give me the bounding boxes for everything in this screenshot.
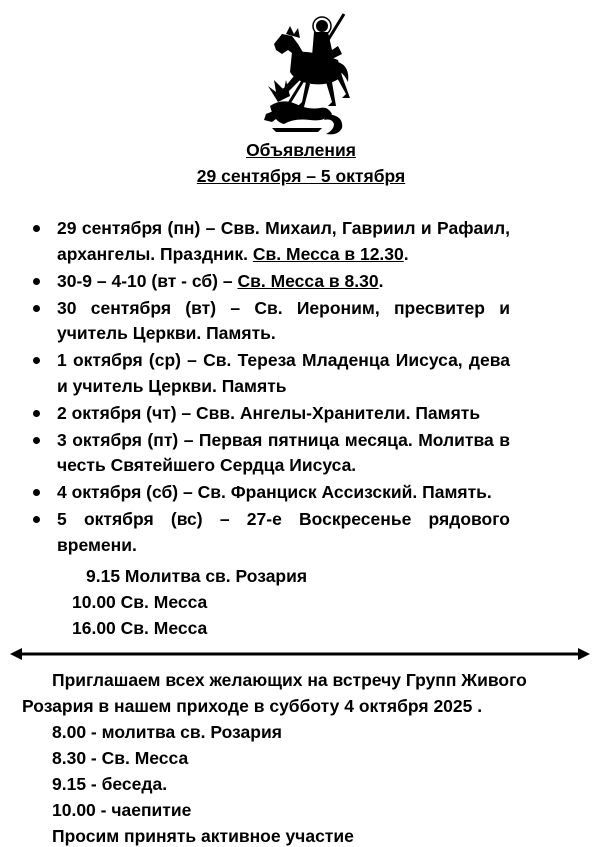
- invitation-schedule-item: 10.00 - чаепитие: [52, 800, 192, 820]
- announcement-text: 30 сентября (вт) – Св. Иероним, пресвитер и учитель Церкви. Память.: [57, 297, 510, 343]
- announcement-item: [30, 348, 510, 399]
- announcement-item: [30, 480, 510, 506]
- invitation-line: Приглашаем всех желающих на встречу Групп Живого: [52, 670, 527, 690]
- announcement-text: 2 октября (чт) – Свв. Ангелы-Хранители. Память: [57, 402, 481, 423]
- page-title: Объявления: [246, 140, 356, 160]
- saint-george-dragon-icon: [262, 10, 352, 138]
- divider-arrow: [10, 647, 590, 661]
- announcement-text: 29 сентября (пн) – Свв. Михаил, Гавриил и Рафаил, архангелы. Праздник.: [57, 218, 510, 264]
- invitation-schedule-item: 8.30 - Св. Месса: [52, 748, 189, 768]
- announcement-suffix: .: [403, 243, 409, 264]
- announcement-item: [30, 216, 510, 267]
- invitation-closing: Просим принять активное участие: [52, 826, 354, 846]
- bullet-icon: [33, 410, 40, 417]
- date-range: 29 сентября – 5 октября: [196, 166, 406, 186]
- sunday-schedule-item: 9.15 Молитва св. Розария: [86, 566, 308, 586]
- invitation-schedule-item: 8.00 - молитва св. Розария: [52, 722, 282, 742]
- invitation-line: Розария в нашем приходе в субботу 4 октября 2025 .: [22, 696, 483, 716]
- announcement-text: 4 октября (сб) – Св. Франциск Ассизский. Память.: [57, 482, 492, 502]
- announcement-text: 5 октября (вс) – 27-е Воскресенье рядового времени.: [57, 509, 510, 555]
- announcement-item: [30, 269, 510, 295]
- bullet-icon: [33, 489, 40, 496]
- mass-time: Св. Месса в 12.30: [252, 243, 404, 264]
- announcement-item: [30, 296, 510, 347]
- bullet-icon: [33, 357, 40, 364]
- bullet-icon: [33, 278, 40, 285]
- sunday-schedule-item: 16.00 Св. Месса: [72, 618, 208, 638]
- announcement-item: [30, 507, 510, 558]
- bullet-icon: [33, 305, 40, 312]
- bullet-icon: [33, 516, 40, 523]
- announcement-item: [30, 428, 510, 479]
- announcement-list: [30, 216, 510, 560]
- sunday-schedule-item: 10.00 Св. Месса: [72, 592, 208, 612]
- announcement-item: [30, 401, 510, 427]
- mass-time: Св. Месса в 8.30: [237, 270, 379, 291]
- announcement-suffix: .: [378, 270, 384, 291]
- announcement-text: 1 октября (ср) – Св. Тереза Младенца Иисуса, дева и учитель Церкви. Память: [57, 350, 510, 396]
- announcement-text: 3 октября (пт) – Первая пятница месяца. Молитва в честь Святейшего Сердца Иисуса.: [57, 429, 510, 475]
- bullet-icon: [33, 225, 40, 232]
- invitation-schedule-item: 9.15 - беседа.: [52, 774, 168, 794]
- announcement-text: 30-9 – 4-10 (вт - сб) –: [57, 270, 238, 291]
- bullet-icon: [33, 437, 40, 444]
